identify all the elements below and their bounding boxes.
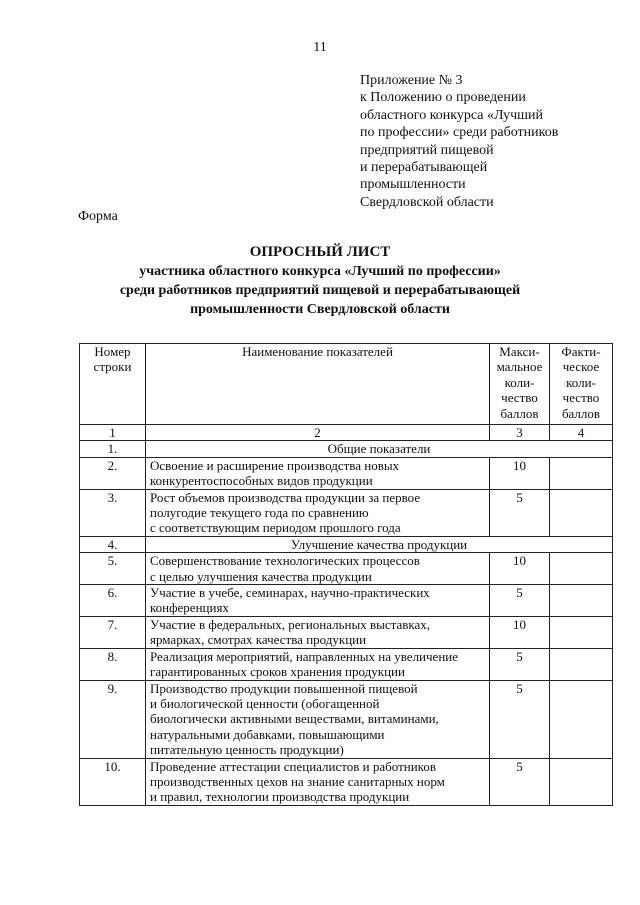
text-line: Факти- (561, 344, 601, 359)
indicator-name (146, 553, 490, 585)
row-number: 9. (80, 680, 146, 758)
table-row (80, 758, 613, 805)
text-line: баллов (500, 405, 539, 421)
max-points: 5 (490, 489, 550, 536)
appendix-note (360, 72, 620, 211)
table-section-row (80, 441, 613, 457)
text-line: чество (501, 390, 538, 406)
column-index-row (80, 425, 613, 441)
text-line: Приложение № 3 (360, 73, 463, 88)
table-header-row (80, 344, 613, 425)
max-points: 5 (490, 758, 550, 805)
table-row (80, 680, 613, 758)
row-number: 3. (80, 489, 146, 536)
indicator-name (146, 585, 490, 617)
text-line: Проведение аттестации специалистов и работников (150, 758, 436, 774)
table-row (80, 616, 613, 648)
row-number: 8. (80, 648, 146, 680)
table-row (80, 553, 613, 585)
actual-points-cell[interactable] (550, 758, 613, 805)
text-line: Участие в учебе, семинарах, научно-практических (150, 585, 430, 601)
text-line: с соответствующим периодом прошлого года (150, 520, 401, 536)
text-line: и перерабатывающей (360, 160, 488, 176)
text-line: коли- (566, 374, 596, 390)
text-line: Номер (94, 344, 131, 359)
row-number: 7. (80, 616, 146, 648)
text-line: Улучшение качества продукции (290, 536, 468, 552)
table-section-row (80, 536, 613, 552)
header-row-number (80, 344, 146, 425)
max-points: 5 (490, 680, 550, 758)
max-points: 5 (490, 585, 550, 617)
text-line: промышленности (360, 177, 466, 193)
document-title (0, 243, 640, 319)
column-index: 3 (490, 425, 550, 441)
text-line: к Положению о проведении (360, 90, 526, 106)
text-line: полугодие текущего года по сравнению (150, 505, 369, 521)
text-line: предприятий пищевой (360, 142, 494, 158)
text-line: мальное (496, 359, 543, 375)
indicator-name (146, 758, 490, 805)
indicator-name (146, 457, 490, 489)
text-line: Макси- (499, 344, 540, 359)
text-line: коли- (504, 374, 535, 390)
text-line: ческое (562, 359, 600, 375)
actual-points-cell[interactable] (550, 553, 613, 585)
text-line: биологически активными веществами, витаминами, (150, 711, 439, 727)
text-line: с целью улучшения качества продукции (150, 568, 372, 584)
row-number: 6. (80, 585, 146, 617)
text-line: Производство продукции повышенной пищевой (150, 680, 418, 696)
text-line: строки (93, 359, 132, 375)
text-line: чество (562, 390, 600, 406)
text-line: питательную ценность продукции) (150, 742, 344, 758)
header-max-points (490, 344, 550, 425)
row-number: 4. (80, 536, 146, 552)
text-line: ярмарках, смотрах качества продукции (150, 632, 367, 648)
header-indicator-name (146, 344, 490, 425)
max-points: 10 (490, 553, 550, 585)
text-line: гарантированных сроков хранения продукции (150, 664, 405, 680)
row-number: 2. (80, 457, 146, 489)
indicator-name (146, 680, 490, 758)
text-line: натуральными добавками, повышающими (150, 726, 385, 742)
table-row (80, 585, 613, 617)
actual-points-cell[interactable] (550, 585, 613, 617)
header-actual-points (550, 344, 613, 425)
indicator-name (146, 648, 490, 680)
text-line: и правил, технологии производства продукции (150, 789, 410, 805)
text-line: Реализация мероприятий, направленных на увеличение (150, 648, 459, 664)
table-row (80, 648, 613, 680)
form-label: Форма (78, 209, 118, 224)
title-sub-line: промышленности Свердловской области (190, 302, 450, 317)
table-row (80, 457, 613, 489)
text-line: и биологической ценности (обогащенной (150, 695, 380, 711)
max-points: 5 (490, 648, 550, 680)
column-index: 1 (80, 425, 146, 441)
title-sub-line: среди работников предприятий пищевой и перерабатывающей (119, 283, 521, 298)
actual-points-cell[interactable] (550, 616, 613, 648)
text-line: производственных цехов на знание санитарных норм (150, 773, 445, 789)
text-line: Совершенствование технологических процессов (150, 553, 420, 569)
text-line: областного конкурса «Лучший (360, 107, 543, 123)
indicator-name (146, 616, 490, 648)
text-line: Рост объемов производства продукции за первое (150, 489, 421, 505)
title-sub-line: участника областного конкурса «Лучший по профессии» (139, 264, 501, 279)
actual-points-cell[interactable] (550, 457, 613, 489)
section-name (146, 441, 613, 457)
max-points: 10 (490, 457, 550, 489)
text-line: Наименование показателей (242, 344, 393, 359)
actual-points-cell[interactable] (550, 489, 613, 536)
survey-table (79, 343, 613, 806)
section-name (146, 536, 613, 552)
text-line: конференциях (150, 600, 229, 616)
row-number: 1. (80, 441, 146, 457)
text-line: баллов (561, 405, 601, 421)
actual-points-cell[interactable] (550, 648, 613, 680)
title-main: ОПРОСНЫЙ ЛИСТ (249, 244, 391, 260)
text-line: Свердловской области (360, 194, 494, 210)
actual-points-cell[interactable] (550, 680, 613, 758)
text-line: Участие в федеральных, региональных выставках, (150, 616, 431, 632)
text-line: по профессии» среди работников (360, 125, 559, 141)
row-number: 5. (80, 553, 146, 585)
indicator-name (146, 489, 490, 536)
column-index: 4 (550, 425, 613, 441)
text-line: Общие показатели (327, 441, 431, 457)
row-number: 10. (80, 758, 146, 805)
text-line: конкурентоспособных видов продукции (150, 473, 373, 489)
column-index: 2 (146, 425, 490, 441)
page-number: 11 (313, 40, 327, 55)
max-points: 10 (490, 616, 550, 648)
text-line: Освоение и расширение производства новых (150, 457, 400, 473)
table-row (80, 489, 613, 536)
